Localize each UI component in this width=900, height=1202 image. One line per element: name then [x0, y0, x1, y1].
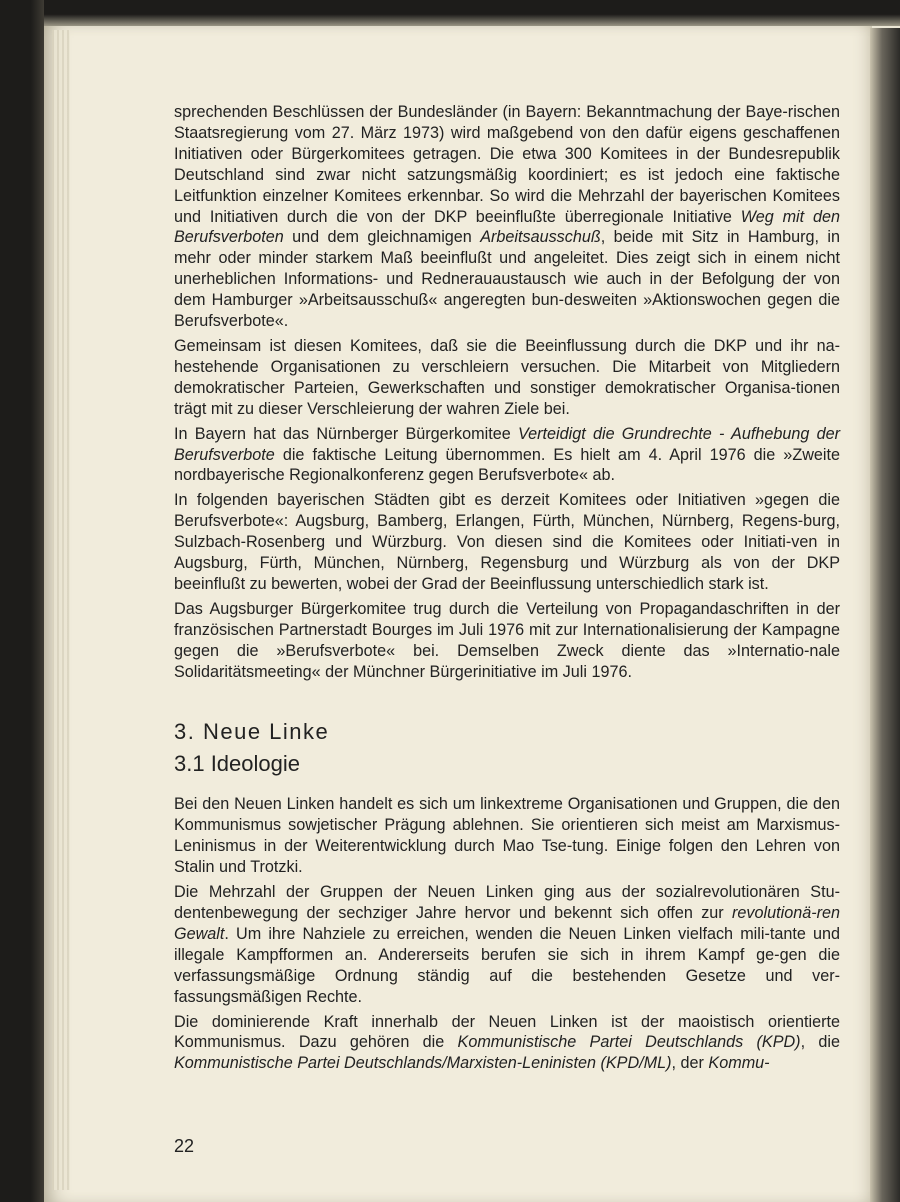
text-run: sprechenden Beschlüssen der Bundesländer (in Bayern: Bekanntmachung der Baye-rischen Staatsregierung vom 27. März 1973) wird maßgebend von den dafür eigens geschaffenen Initiativen oder Bürgerkomitees getragen. Die etwa 300 Komitees in der Bundesrepublik Deutschland sind zwar nicht satzungsmäßig koordiniert; es ist jedoch eine faktische Leitfunktion einzelner Komitees erkennbar. So wird die Mehrzahl der bayerischen Komitees und Initiativen durch die von der DKP beeinflußte überregionale Initiative: [174, 103, 840, 226]
text-run: , die: [800, 1033, 840, 1052]
text-run: Das Augsburger Bürgerkomitee trug durch die Verteilung von Propagandaschriften in der französischen Partnerstadt Bourges im Juli 1976 mit zur Internationalisierung der Kampagne gegen die »Berufsverbote« bei. Demselben Zweck diente das »Internatio-nale Solidaritätsmeeting« der Münchner Bürgerinitiative im Juli 1976.: [174, 599, 840, 681]
heading-neue-linke: 3. Neue Linke: [174, 719, 330, 745]
paragraph: [174, 1012, 840, 1075]
text-run: Gemeinsam ist diesen Komitees, daß sie die Beeinflussung durch die DKP und ihr na-hestehende Organisationen zu verschleiern versuchen. Die Mitarbeit von Mitgliedern demokratischer Parteien, Gewerkschaften und sonstiger demokratischer Organisa-tionen trägt mit zu dieser Verschleierung der wahren Ziele bei.: [174, 336, 840, 418]
text-run: In Bayern hat das Nürnberger Bürgerkomitee: [174, 424, 518, 443]
italic-text: Weg mit den Berufsverboten: [174, 207, 840, 247]
paragraph: [174, 424, 840, 487]
italic-text: revolutionä-ren Gewalt: [174, 904, 840, 943]
scan-top-edge: [0, 0, 900, 26]
text-run: . Um ihre Nahziele zu erreichen, wenden die Neuen Linken vielfach mili-tante und illegale Kampfformen an. Andererseits berufen sie sich in ihrem Kampf ge-gen die verfassungsmäßige Ordnung ständig auf die bestehenden Gesetze und ver-fassungsmäßigen Rechte.: [174, 924, 840, 1006]
page-number: 22: [174, 1136, 195, 1156]
text-run: In folgenden bayerischen Städten gibt es derzeit Komitees oder Initiativen »gegen die Berufsverbote«: Augsburg, Bamberg, Erlangen, Fürth, München, Nürnberg, Regens-burg, Sulzbach-Rosenberg und Würzburg. Von diesen sind die Komitees oder Initiati-ven in Augsburg, Fürth, München, Nürnberg, Regensburg und Würzburg als von der DKP beeinflußt zu bewerten, wobei der Grad der Beeinflussung unterschiedlich stark ist.: [174, 491, 840, 593]
heading-ideologie: 3.1 Ideologie: [174, 751, 300, 777]
italic-text: Verteidigt die Grundrechte - Aufhebung der Berufsverbote: [174, 424, 840, 464]
italic-text: Kommu-: [708, 1054, 770, 1073]
paragraph: [174, 599, 840, 683]
italic-text: Kommunistische Partei Deutschlands (KPD): [457, 1033, 801, 1052]
section-berufsverbote: [174, 102, 840, 682]
paragraph: [174, 794, 840, 878]
text-run: , der: [671, 1054, 709, 1073]
paragraph: [174, 490, 840, 595]
text-run: Bei den Neuen Linken handelt es sich um linkextreme Organisationen und Gruppen, die den Kommunismus sowjetischer Prägung ablehnen. Sie orientieren sich meist am Marxismus-Leninismus in der Weiterentwicklung durch Mao Tse-tung. Einige folgen den Lehren von Stalin und Trotzki.: [174, 795, 840, 877]
paragraph: [174, 102, 840, 332]
scan-left-edge: [0, 0, 44, 1202]
text-run: Die dominierende Kraft innerhalb der Neuen Linken ist der maoistisch orientierte Kommunismus. Dazu gehören die: [174, 1012, 840, 1052]
text-run: Die Mehrzahl der Gruppen der Neuen Linken ging aus der sozialrevolutionären Stu-dentenbewegung der sechziger Jahre hervor und bekennt sich offen zur: [174, 883, 840, 922]
section-ideologie: [174, 794, 840, 1074]
page-body: [174, 102, 840, 1078]
text-run: , beide mit Sitz in Hamburg, in mehr oder minder starkem Maß beeinflußt und angeleitet. Dies zeigt sich in einem nicht unerheblichen Informations- und Rednerauaustausch wie auch in der Befolgung der von dem Hamburger »Arbeitsausschuß« angeregten bun-desweiten »Aktionswochen gegen die Berufsverbote«.: [174, 228, 840, 331]
text-run: und dem gleichnamigen: [283, 228, 481, 247]
italic-text: Kommunistische Partei Deutschlands/Marxisten-Leninisten (KPD/ML): [174, 1054, 672, 1073]
text-run: die faktische Leitung übernommen. Es hielt am 4. April 1976 die »Zweite nordbayerische Regionalkonferenz gegen Berufsverbote« ab.: [174, 445, 840, 485]
scan-right-edge: [870, 28, 900, 1202]
page-stack-edges: [52, 30, 70, 1190]
paragraph: [174, 882, 840, 1007]
italic-text: Arbeitsausschuß: [480, 228, 601, 247]
paragraph: [174, 336, 840, 420]
